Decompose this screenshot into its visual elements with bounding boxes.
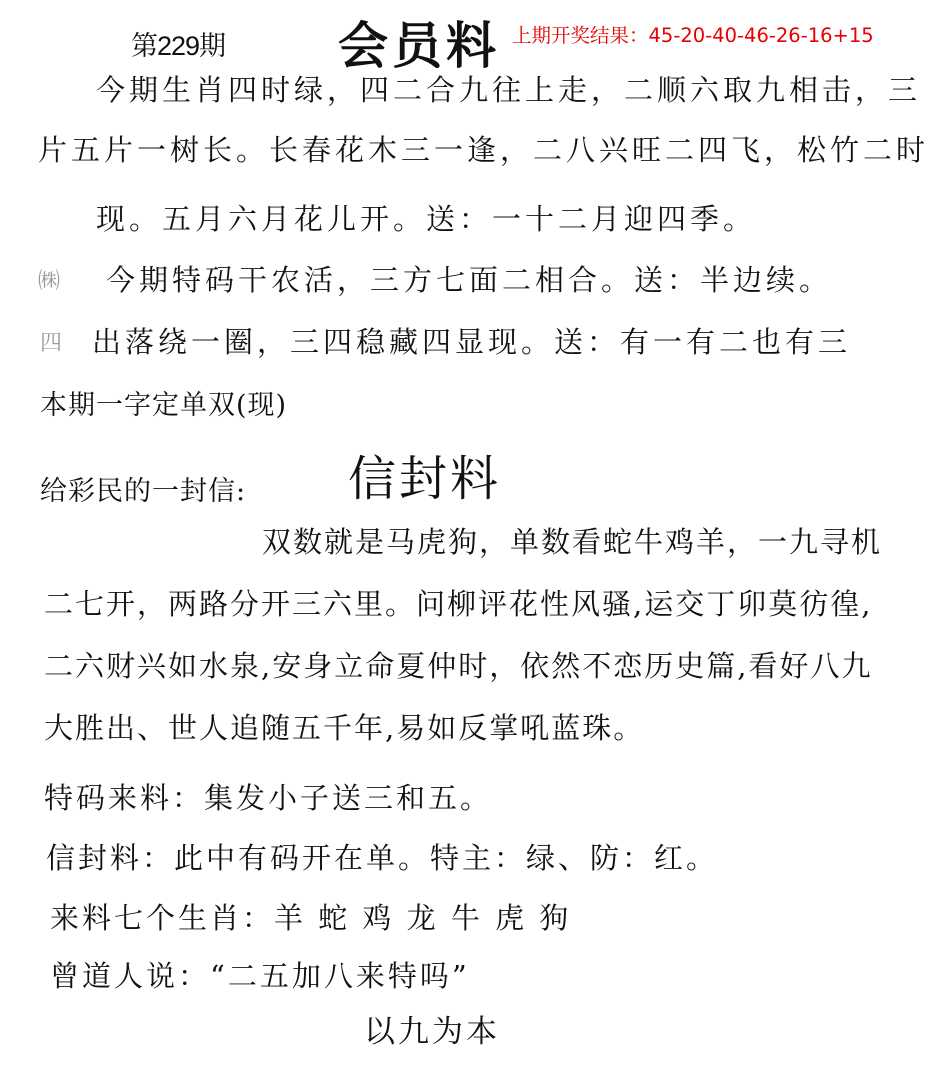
letter-line-3: 二六财兴如水泉,安身立命夏仲时，依然不恋历史篇,看好八九 <box>44 649 873 683</box>
member-line-2: 片五片一树长。长春花木三一逢，二八兴旺二四飞，松竹二时 <box>38 133 930 167</box>
letter-intro: 给彩民的一封信: <box>40 476 247 507</box>
member-line-6: 本期一字定单双(现) <box>40 390 288 421</box>
member-line-3: 现。五月六月花儿开。送：一十二月迎四季。 <box>96 202 757 236</box>
letter-title: 信封料 <box>348 451 502 507</box>
closing-line: 以九为本 <box>364 1014 500 1050</box>
envelope-code-line: 信封料：此中有码开在单。特主：绿、防：红。 <box>46 841 719 875</box>
letter-line-1: 双数就是马虎狗，单数看蛇牛鸡羊，一九寻机 <box>262 525 883 559</box>
issue-number: 第229期 <box>131 31 226 61</box>
member-line-4: 今期特码干农活，三方七面二相合。送：半边续。 <box>106 263 833 297</box>
smudged-text-1: ㈱ <box>38 269 61 294</box>
special-code-line: 特码来料：集发小子送三和五。 <box>44 781 493 815</box>
member-line-5: 出落绕一圈，三四稳藏四显现。送：有一有二也有三 <box>92 325 852 359</box>
previous-draw-result: 上期开奖结果：45-20-40-46-26-16+15 <box>512 24 874 47</box>
quote-line: 曾道人说：“二五加八来特吗” <box>50 959 470 993</box>
smudged-text-2: 四 <box>40 331 63 356</box>
letter-line-2: 二七开，两路分开三六里。问柳评花性风骚,运交丁卯莫彷徨, <box>44 587 873 621</box>
zodiac-list-line: 来料七个生肖：羊 蛇 鸡 龙 牛 虎 狗 <box>50 901 572 935</box>
member-line-1: 今期生肖四时绿，四二合九往上走，二顺六取九相击，三 <box>96 73 922 107</box>
letter-line-4: 大胜出、世人追随五千年,易如反掌吼蓝珠。 <box>44 711 645 745</box>
member-info-title: 会员料 <box>338 16 500 75</box>
